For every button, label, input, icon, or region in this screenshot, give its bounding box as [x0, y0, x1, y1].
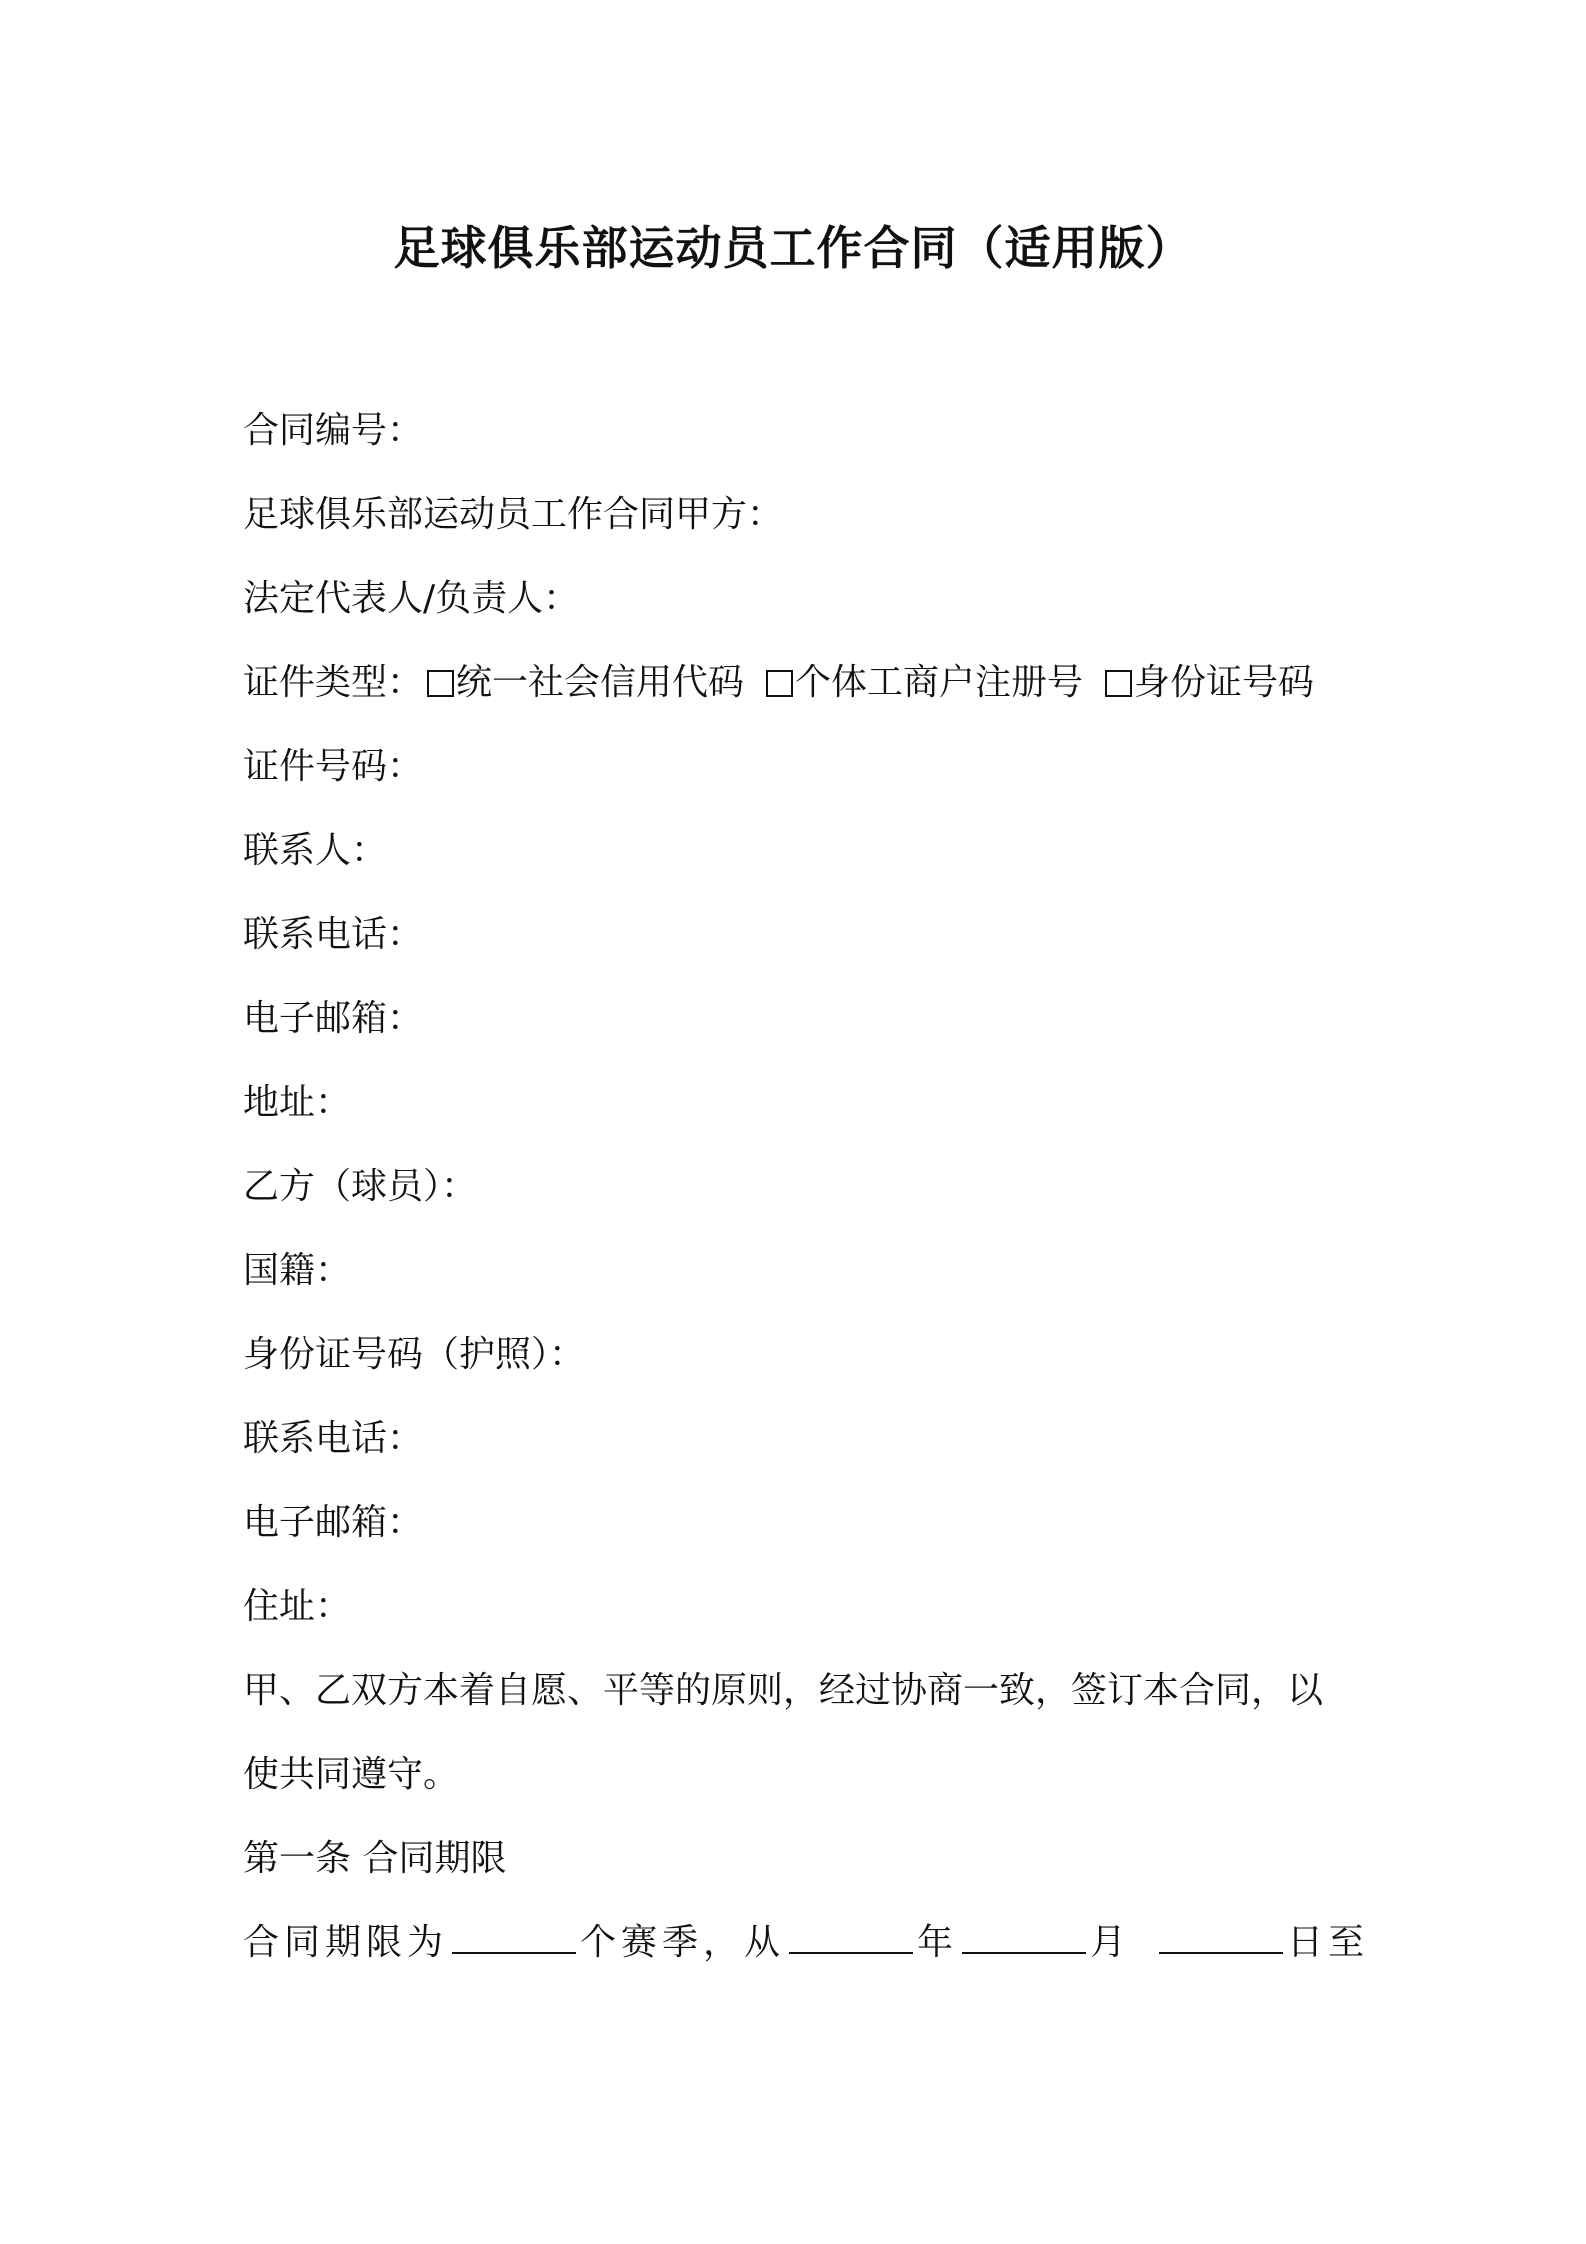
- option-id-card-label: 身份证号码: [1134, 662, 1315, 703]
- preamble-line-2: 使共同遵守。: [243, 1754, 460, 1795]
- document-title: 足球俱乐部运动员工作合同（适用版）: [393, 221, 1193, 275]
- certificate-type-label: 证件类型：: [243, 662, 424, 703]
- legal-representative-label: 法定代表人/负责人：: [243, 578, 580, 619]
- term-prefix: 合同期限为: [243, 1922, 449, 1963]
- party-b-address-label: 住址：: [243, 1586, 352, 1627]
- nationality-label: 国籍：: [243, 1250, 352, 1291]
- start-month-blank[interactable]: [962, 1918, 1086, 1954]
- contract-number-label: 合同编号：: [243, 410, 424, 451]
- contact-person-label: 联系人：: [243, 830, 388, 871]
- party-a-email-label: 电子邮箱：: [243, 998, 424, 1039]
- id-passport-label: 身份证号码（护照）：: [243, 1334, 586, 1375]
- party-b-phone-label: 联系电话：: [243, 1418, 424, 1459]
- party-a-label: 足球俱乐部运动员工作合同甲方：: [243, 494, 784, 535]
- checkbox-credit-code[interactable]: [427, 670, 454, 697]
- term-day-to-text: 日至: [1287, 1922, 1370, 1963]
- start-year-blank[interactable]: [789, 1918, 913, 1954]
- article-1-heading: 第一条 合同期限: [243, 1838, 507, 1879]
- start-day-blank[interactable]: [1159, 1918, 1283, 1954]
- party-a-address-label: 地址：: [243, 1082, 352, 1123]
- checkbox-business-registration[interactable]: [766, 670, 793, 697]
- option-business-registration-label: 个体工商户注册号: [795, 662, 1084, 703]
- preamble-line-1: 甲、乙双方本着自愿、平等的原则，经过协商一致，签订本合同，以: [243, 1670, 1324, 1711]
- term-month-text: 月: [1090, 1922, 1132, 1963]
- season-count-blank[interactable]: [452, 1918, 576, 1954]
- party-a-phone-label: 联系电话：: [243, 914, 424, 955]
- option-credit-code-label: 统一社会信用代码: [456, 662, 745, 703]
- checkbox-id-card[interactable]: [1105, 670, 1132, 697]
- contract-term-line: [243, 1915, 1370, 1971]
- term-season-text: 个赛季，从: [580, 1922, 786, 1963]
- party-b-label: 乙方（球员）：: [243, 1166, 478, 1207]
- term-year-text: 年: [917, 1922, 959, 1963]
- party-b-email-label: 电子邮箱：: [243, 1502, 424, 1543]
- certificate-number-label: 证件号码：: [243, 746, 424, 787]
- certificate-type-row: [243, 655, 1363, 711]
